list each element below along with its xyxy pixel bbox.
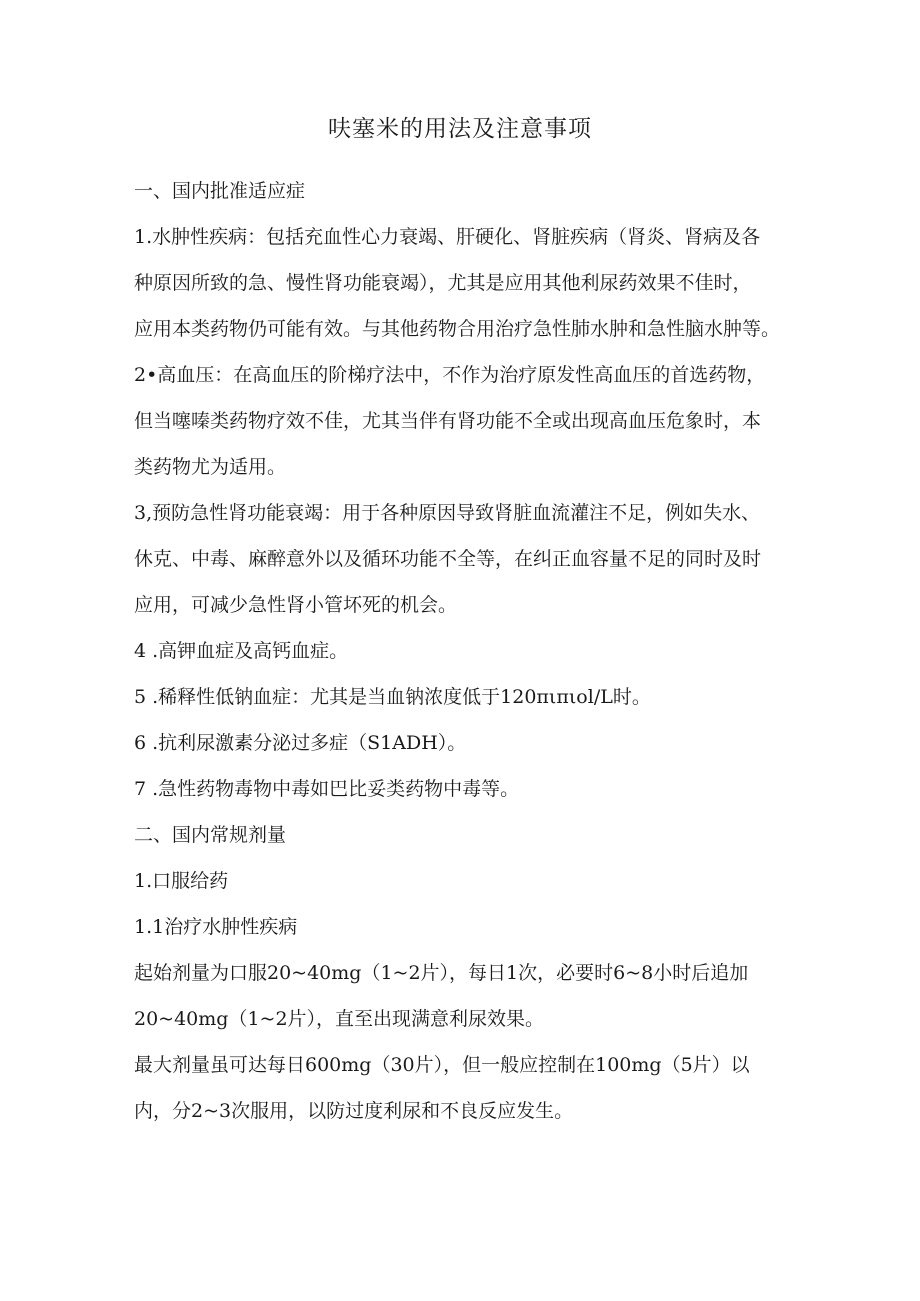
paragraph-line: 类药物尤为适用。 <box>134 456 287 478</box>
paragraph-line: 起始剂量为口服20~40mg（1~2片），每日1次，必要时6~8小时后追加 <box>134 962 749 984</box>
paragraph-line: 内，分2~3次服用，以防过度利尿和不良反应发生。 <box>134 1100 574 1122</box>
list-item: 6 .抗利尿激素分泌过多症（S1ADH）。 <box>134 732 467 754</box>
paragraph-line: 2•高血压：在高血压的阶梯疗法中，不作为治疗原发性高血压的首选药物， <box>134 364 766 386</box>
paragraph-line: 休克、中毒、麻醉意外以及循环功能不全等，在纠正血容量不足的同时及时 <box>134 548 762 570</box>
page-title: 呋塞米的用法及注意事项 <box>328 116 592 142</box>
list-item: 7 .急性药物毒物中毒如巴比妥类药物中毒等。 <box>134 778 520 800</box>
paragraph-line: 应用本类药物仍可能有效。与其他药物合用治疗急性肺水肿和急性脑水肿等。 <box>134 318 781 340</box>
section-heading-dosage: 二、国内常规剂量 <box>134 824 287 846</box>
list-item: 5 .稀释性低钠血症：尤其是当血钠浓度低于120πιπιol/L时。 <box>134 686 651 708</box>
paragraph-line: 应用，可减少急性肾小管坏死的机会。 <box>134 594 458 616</box>
subheading-oral: 1.口服给药 <box>134 870 229 892</box>
section-heading-indications: 一、国内批准适应症 <box>134 180 306 202</box>
paragraph-line: 20~40mg（1~2片），直至出现满意利尿效果。 <box>134 1008 545 1030</box>
paragraph-line: 但当噻嗪类药物疗效不佳，尤其当伴有肾功能不全或出现高血压危象时，本 <box>134 410 762 432</box>
list-item: 4 .高钾血症及高钙血症。 <box>134 640 349 662</box>
paragraph-line: 3,预防急性肾功能衰竭：用于各种原因导致肾脏血流灌注不足，例如失水、 <box>134 502 761 524</box>
paragraph-line: 最大剂量虽可达每日600mg（30片），但一般应控制在100mg（5片）以 <box>134 1054 750 1076</box>
paragraph-line: 种原因所致的急、慢性肾功能衰竭），尤其是应用其他利尿药效果不佳时， <box>134 272 752 294</box>
document-body <box>134 168 814 1134</box>
subheading-edema: 1.1治疗水肿性疾病 <box>134 916 298 938</box>
paragraph-line: 1.水肿性疾病：包括充血性心力衰竭、肝硬化、肾脏疾病（肾炎、肾病及各 <box>134 226 761 248</box>
